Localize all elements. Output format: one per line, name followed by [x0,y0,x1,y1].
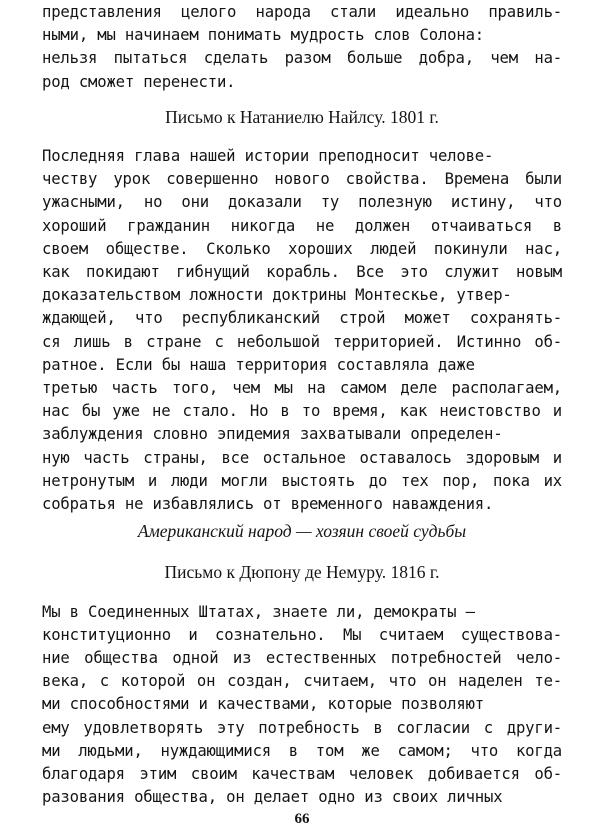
text-line: ему удовлетворять эту потребность в согласии с други- [42,718,562,737]
text-line: ную часть страны, все остальное оставалось здоровым и [42,448,562,467]
text-line: ужасными, но они доказали ту полезную истину, что [42,193,562,212]
text-line: своем обществе. Сколько хороших людей покинули нас, [42,239,562,258]
text-line: представления целого народа стали идеально правиль- [42,3,562,21]
text-line: нас бы уже не стало. Но в то время, как неистовство и [42,402,562,421]
letter-heading: Письмо к Дюпону де Немуру. 1816 г. [164,562,440,583]
letter-heading: Письмо к Натаниелю Найлсу. 1801 г. [165,106,439,127]
text-line: род сможет перенести. [42,72,236,91]
text-line: собратья не избавлялись от временного наваждения. [42,495,494,513]
text-line: заблуждения словно эпидемия захватывали определен- [42,425,503,444]
text-line: конституционно и сознательно. Мы считаем существова- [42,625,562,644]
text-line: Последняя глава нашей истории преподносит челове- [42,147,494,165]
text-line: доказательством ложности доктрины Монтескье, утвер- [42,286,512,305]
section-title: Американский народ — хозяин своей судьбы [137,521,467,542]
text-line: благодаря этим своим качествам человек добивается об- [42,765,562,783]
text-line: третью часть того, чем мы на самом деле располагаем, [42,379,562,397]
text-line: как покидают гибнущий корабль. Все это служит новым [42,263,562,281]
book-page [42,0,562,828]
text-line: хороший гражданин никогда не должен отчаиваться в [42,216,562,235]
text-line: честву урок совершенно нового свойства. Времена были [42,170,562,189]
text-line: ратное. Если бы наша территория составляла даже [42,355,475,374]
page-number: 66 [294,811,310,828]
text-line: ждающей, что республиканский строй может сохранять- [42,309,562,328]
text-line: ся лишь в стране с небольшой территорией. Истинно об- [42,332,562,351]
text-line: ние общества одной из естественных потребностей чело- [42,649,562,667]
text-line: нетронутым и люди могли выстоять до тех пор, пока их [42,471,562,490]
text-line: Мы в Соединенных Штатах, знаете ли, демократы — [42,602,475,621]
text-line: ными, мы начинаем понимать мудрость слов Солона: [42,26,484,45]
text-line: ми способностями и качествами, которые позволяют [42,695,484,714]
text-line: ми людьми, нуждающимися в том же самом; что когда [42,741,562,760]
text-line: века, с которой он создан, считаем, что он наделен те- [42,672,562,691]
text-line: разования общества, он делает одно из своих личных [42,788,503,807]
text-line: нельзя пытаться сделать разом больше добра, чем на- [42,49,562,68]
